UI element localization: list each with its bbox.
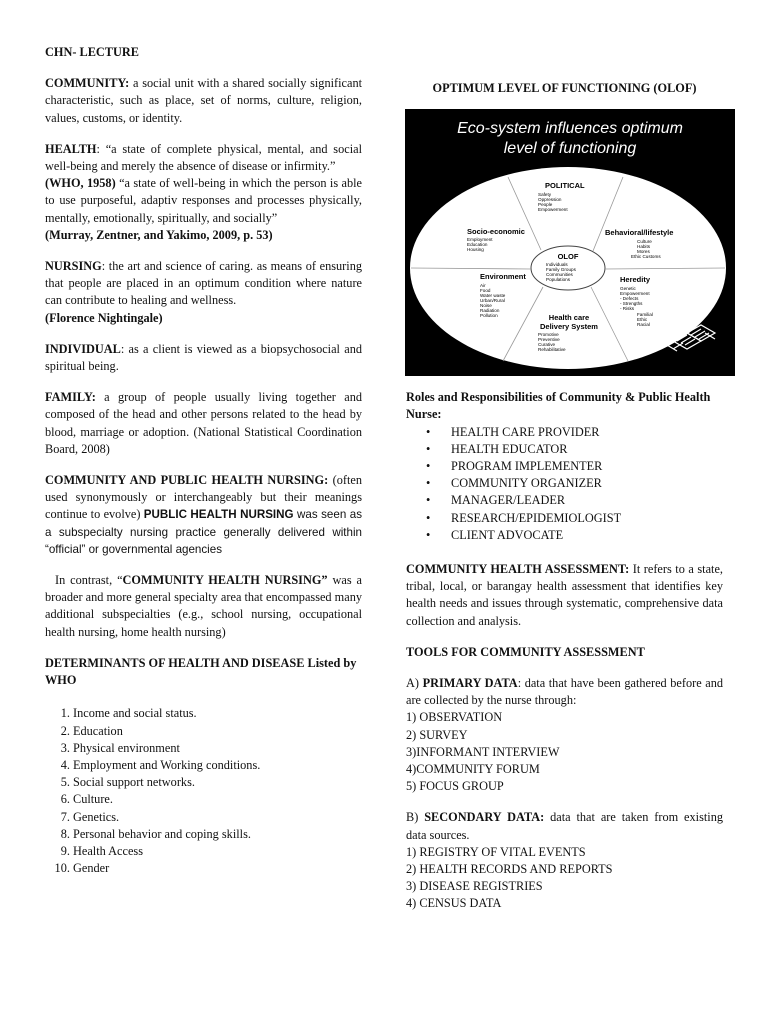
socio-item: Employment bbox=[467, 237, 493, 243]
political-label: POLITICAL bbox=[545, 181, 585, 191]
political-item: Safety bbox=[538, 192, 552, 198]
olof-diagram bbox=[405, 109, 735, 376]
contrast-paragraph: In contrast, “COMMUNITY HEALTH NURSING” was a broader and more general specialty area that encompassed many additional subspecialties (e.g., school nursing, occupational health nursing, home health nursing) bbox=[45, 573, 363, 639]
list-item: 8. Personal behavior and coping skills. bbox=[73, 826, 362, 843]
list-item: 3) DISEASE REGISTRIES bbox=[406, 879, 543, 894]
diagram-title-line2: level of functioning bbox=[503, 140, 637, 158]
heredity-item: Genetic bbox=[620, 286, 636, 292]
roles-list bbox=[406, 424, 723, 544]
family-definition: FAMILY: a group of people usually living together and composed of the head and other persons related to the head by blood, marriage or adoption. (National Statistical Coordination Board, 2008) bbox=[45, 390, 362, 456]
list-item: • MANAGER/LEADER bbox=[406, 492, 723, 509]
environment-item: Radiation bbox=[480, 308, 500, 314]
political-item: People bbox=[538, 202, 553, 208]
delivery-label-line1: Health care bbox=[548, 313, 590, 323]
chphn-definition: COMMUNITY AND PUBLIC HEALTH NURSING: (often used synonymously or interchangeably but their meanings continue to evolve) PUBLIC HEALTH NURSING was seen as a subspecialty nursing practice generally delivered within “official” or governmental agencies bbox=[45, 473, 362, 556]
heredity-side-item: Racial bbox=[637, 322, 650, 328]
olof-center-item: Communities bbox=[546, 272, 573, 278]
list-item: 1) REGISTRY OF VITAL EVENTS bbox=[406, 844, 586, 859]
community-definition: COMMUNITY: a social unit with a shared socially significant characteristic, such as place, set of norms, culture, religion, values, customs, or identity. bbox=[45, 76, 363, 125]
environment-item: Water waste bbox=[480, 293, 506, 299]
document-title: CHN- LECTURE bbox=[45, 45, 139, 59]
heredity-item: - Defects bbox=[620, 296, 639, 302]
list-item: • HEALTH EDUCATOR bbox=[406, 441, 723, 458]
heredity-item: Empowerment bbox=[620, 291, 650, 297]
health-definition: HEALTH: “a state of complete physical, mental, and social well-being and merely the absence of disease or infirmity.” (WHO, 1958) “a state of well-being in which the person is able to use purposeful, adaptiv responses and processes physically, mentally, emotionally, spiritually, and socially” (Murray, Zentner, and Yakimo, 2009, p. 53) bbox=[45, 141, 362, 242]
socio-item: Education bbox=[467, 242, 488, 248]
list-item: • CLIENT ADVOCATE bbox=[406, 527, 723, 544]
tools-heading: TOOLS FOR COMMUNITY ASSESSMENT bbox=[406, 644, 645, 659]
delivery-item: Rehabilitative bbox=[538, 347, 566, 353]
list-item: 1) OBSERVATION bbox=[406, 710, 503, 725]
individual-definition: INDIVIDUAL: as a client is viewed as a biopsychosocial and spiritual being. bbox=[45, 341, 362, 374]
olof-heading: OPTIMUM LEVEL OF FUNCTIONING (OLOF) bbox=[432, 81, 697, 95]
determinants-heading: DETERMINANTS OF HEALTH AND DISEASE Listed by WHO bbox=[45, 655, 357, 688]
olof-center-item: Individuals bbox=[546, 262, 568, 268]
delivery-item: Curative bbox=[538, 342, 556, 348]
list-item: • RESEARCH/EPIDEMIOLOGIST bbox=[406, 510, 723, 527]
behavioral-item: Habits bbox=[637, 244, 651, 250]
list-item: 10. Gender bbox=[73, 860, 362, 877]
olof-center-item: Populations bbox=[546, 277, 571, 283]
list-item: 2) HEALTH RECORDS AND REPORTS bbox=[406, 862, 613, 877]
secondary-data: B) SECONDARY DATA: data that are taken from existing data sources. bbox=[406, 810, 723, 842]
heredity-item: - Risks bbox=[620, 306, 635, 312]
environment-item: Air bbox=[480, 283, 486, 289]
left-column bbox=[45, 44, 362, 877]
delivery-item: Promotive bbox=[538, 332, 559, 338]
heredity-side-item: Ethic bbox=[637, 317, 648, 323]
nursing-definition: NURSING: the art and science of caring. as means of ensuring that people are placed in an optimum condition where nature can contribute to healing and wellness. (Florence Nightingale) bbox=[45, 259, 362, 325]
list-item: 7. Genetics. bbox=[73, 809, 362, 826]
list-item: 2) SURVEY bbox=[406, 727, 468, 742]
behavioral-item: Culture bbox=[637, 239, 652, 245]
list-item: 3)INFORMANT INTERVIEW bbox=[406, 744, 560, 759]
behavioral-item: Mores bbox=[637, 249, 650, 255]
primary-data-list bbox=[406, 709, 723, 795]
list-item: 9. Health Access bbox=[73, 843, 362, 860]
environment-item: Food bbox=[480, 288, 491, 294]
list-item: 4) CENSUS DATA bbox=[406, 896, 502, 911]
olof-center-item: Family Groups bbox=[546, 267, 576, 273]
environment-item: Urban/Rural bbox=[480, 298, 505, 304]
secondary-data-list bbox=[406, 844, 723, 913]
list-item: 5. Social support networks. bbox=[73, 774, 362, 791]
list-item: 3. Physical environment bbox=[73, 740, 362, 757]
socio-item: Housing bbox=[467, 247, 484, 253]
political-item: Empowerment bbox=[538, 207, 568, 213]
socio-economic-label: Socio-economic bbox=[467, 227, 525, 237]
determinants-list bbox=[45, 705, 362, 877]
heredity-label: Heredity bbox=[620, 275, 651, 285]
olof-center-label: OLOF bbox=[557, 252, 579, 262]
behavioral-label: Behavioral/lifestyle bbox=[605, 228, 674, 238]
list-item: 4. Employment and Working conditions. bbox=[73, 757, 362, 774]
list-item: 1. Income and social status. bbox=[73, 705, 362, 722]
list-item: • COMMUNITY ORGANIZER bbox=[406, 475, 723, 492]
environment-item: Pollution bbox=[480, 313, 498, 319]
heredity-item: - Strengths bbox=[620, 301, 643, 307]
primary-data: A) PRIMARY DATA: data that have been gathered before and are collected by the nurse through: bbox=[406, 676, 723, 708]
list-item: 5) FOCUS GROUP bbox=[406, 779, 504, 794]
behavioral-item: Ethic Customs bbox=[631, 254, 661, 260]
environment-label: Environment bbox=[480, 272, 526, 282]
delivery-item: Preventive bbox=[538, 337, 560, 343]
political-item: Oppression bbox=[538, 197, 562, 203]
cha-definition: COMMUNITY HEALTH ASSESSMENT: It refers to a state, tribal, local, or barangay health assessment that identifies key health needs and issues through systematic, comprehensive data collection and analysis. bbox=[406, 562, 723, 628]
list-item: • PROGRAM IMPLEMENTER bbox=[406, 458, 723, 475]
delivery-label-line2: Delivery System bbox=[540, 322, 598, 332]
environment-item: Noise bbox=[480, 303, 492, 309]
list-item: 6. Culture. bbox=[73, 791, 362, 808]
roles-heading: Roles and Responsibilities of Community & Public Health Nurse: bbox=[406, 390, 711, 422]
list-item: 2. Education bbox=[73, 723, 362, 740]
diagram-title-line1: Eco-system influences optimum bbox=[457, 120, 683, 138]
heredity-side-item: Familial bbox=[637, 312, 653, 318]
list-item: 4)COMMUNITY FORUM bbox=[406, 762, 540, 777]
right-column bbox=[406, 80, 723, 913]
list-item: • HEALTH CARE PROVIDER bbox=[406, 424, 723, 441]
